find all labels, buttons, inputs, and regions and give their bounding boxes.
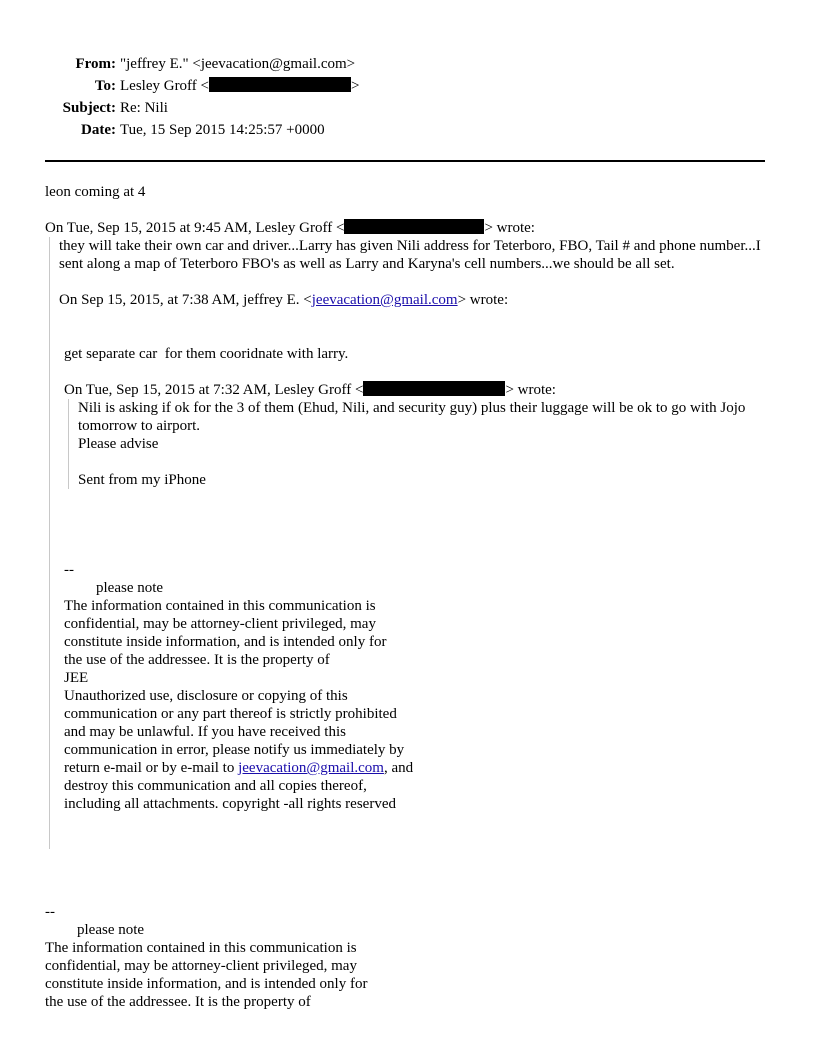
header-divider	[45, 160, 765, 162]
to-suffix: >	[351, 78, 360, 94]
date-row	[0, 119, 816, 141]
redaction-box	[344, 219, 484, 234]
from-label: From:	[75, 56, 116, 72]
signature-disclaimer: The information contained in this communication is confidential, may be attorney-client privileged, may constitute inside information, and is intended only for the use of the addressee. It is the property of JEE Unauthorized use, disclosure or copying of this communication or any part thereof is strictly prohibited and may be unlawful. If you have received this communication in error, please notify us immediately by return e-mail or by e-mail to jeevacation@gmail.com, and destroy this communication and all copies thereof, including all attachments. copyright -all rights reserved	[64, 598, 414, 812]
quote-3-advise: Please advise	[78, 436, 159, 452]
to-prefix: Lesley Groff <	[120, 78, 209, 94]
quote-level-1	[49, 237, 765, 849]
attribution-1: On Tue, Sep 15, 2015 at 9:45 AM, Lesley Groff < > wrote:	[45, 220, 535, 236]
quote-3-text: Nili is asking if ok for the 3 of them (Ehud, Nili, and security guy) plus their luggage will be ok to go with Jojo tomorrow to airport.	[78, 400, 746, 434]
redaction-box	[363, 381, 505, 396]
quote-1-text: they will take their own car and driver...Larry has given Nili address for Teterboro, FBO, Tail # and phone number...I sent along a map of Teterboro FBO's as well as Larry and Karyna's cell numbers...we should be all set.	[59, 238, 761, 272]
to-label: To:	[94, 78, 116, 94]
date-value: Tue, 15 Sep 2015 14:25:57 +0000	[120, 122, 325, 138]
reply-line: leon coming at 4	[45, 184, 146, 200]
to-row	[0, 75, 816, 97]
redaction-box	[209, 77, 351, 92]
signature-dashes: --	[64, 562, 74, 578]
attribution-2: On Sep 15, 2015, at 7:38 AM, jeffrey E. <jeevacation@gmail.com> wrote:	[59, 292, 509, 308]
to-value	[120, 75, 359, 97]
date-label: Date:	[81, 122, 116, 138]
email-link[interactable]: jeevacation@gmail.com	[238, 760, 384, 776]
from-row	[0, 53, 816, 75]
outer-signature-disclaimer: The information contained in this communication is confidential, may be attorney-client privileged, may constitute inside information, and is intended only for the use of the addressee. It is the property of	[45, 940, 368, 1010]
email-body	[45, 183, 765, 1011]
from-value: "jeffrey E." <jeevacation@gmail.com>	[120, 56, 356, 72]
subject-row	[0, 97, 816, 119]
quote-3-signature: Sent from my iPhone	[78, 472, 206, 488]
subject-value: Re: Nili	[120, 100, 168, 116]
quote-level-2	[68, 399, 765, 489]
outer-signature-note: please note	[77, 922, 145, 938]
email-link[interactable]: jeevacation@gmail.com	[311, 292, 458, 308]
outer-signature-dashes: --	[45, 904, 55, 920]
subject-label: Subject:	[62, 100, 116, 116]
signature-note: please note	[96, 580, 164, 596]
email-header	[0, 53, 816, 141]
quote-2-block	[59, 345, 765, 849]
attribution-3: On Tue, Sep 15, 2015 at 7:32 AM, Lesley Groff < > wrote:	[64, 382, 556, 398]
quote-2-text: get separate car for them cooridnate with larry.	[64, 346, 349, 362]
